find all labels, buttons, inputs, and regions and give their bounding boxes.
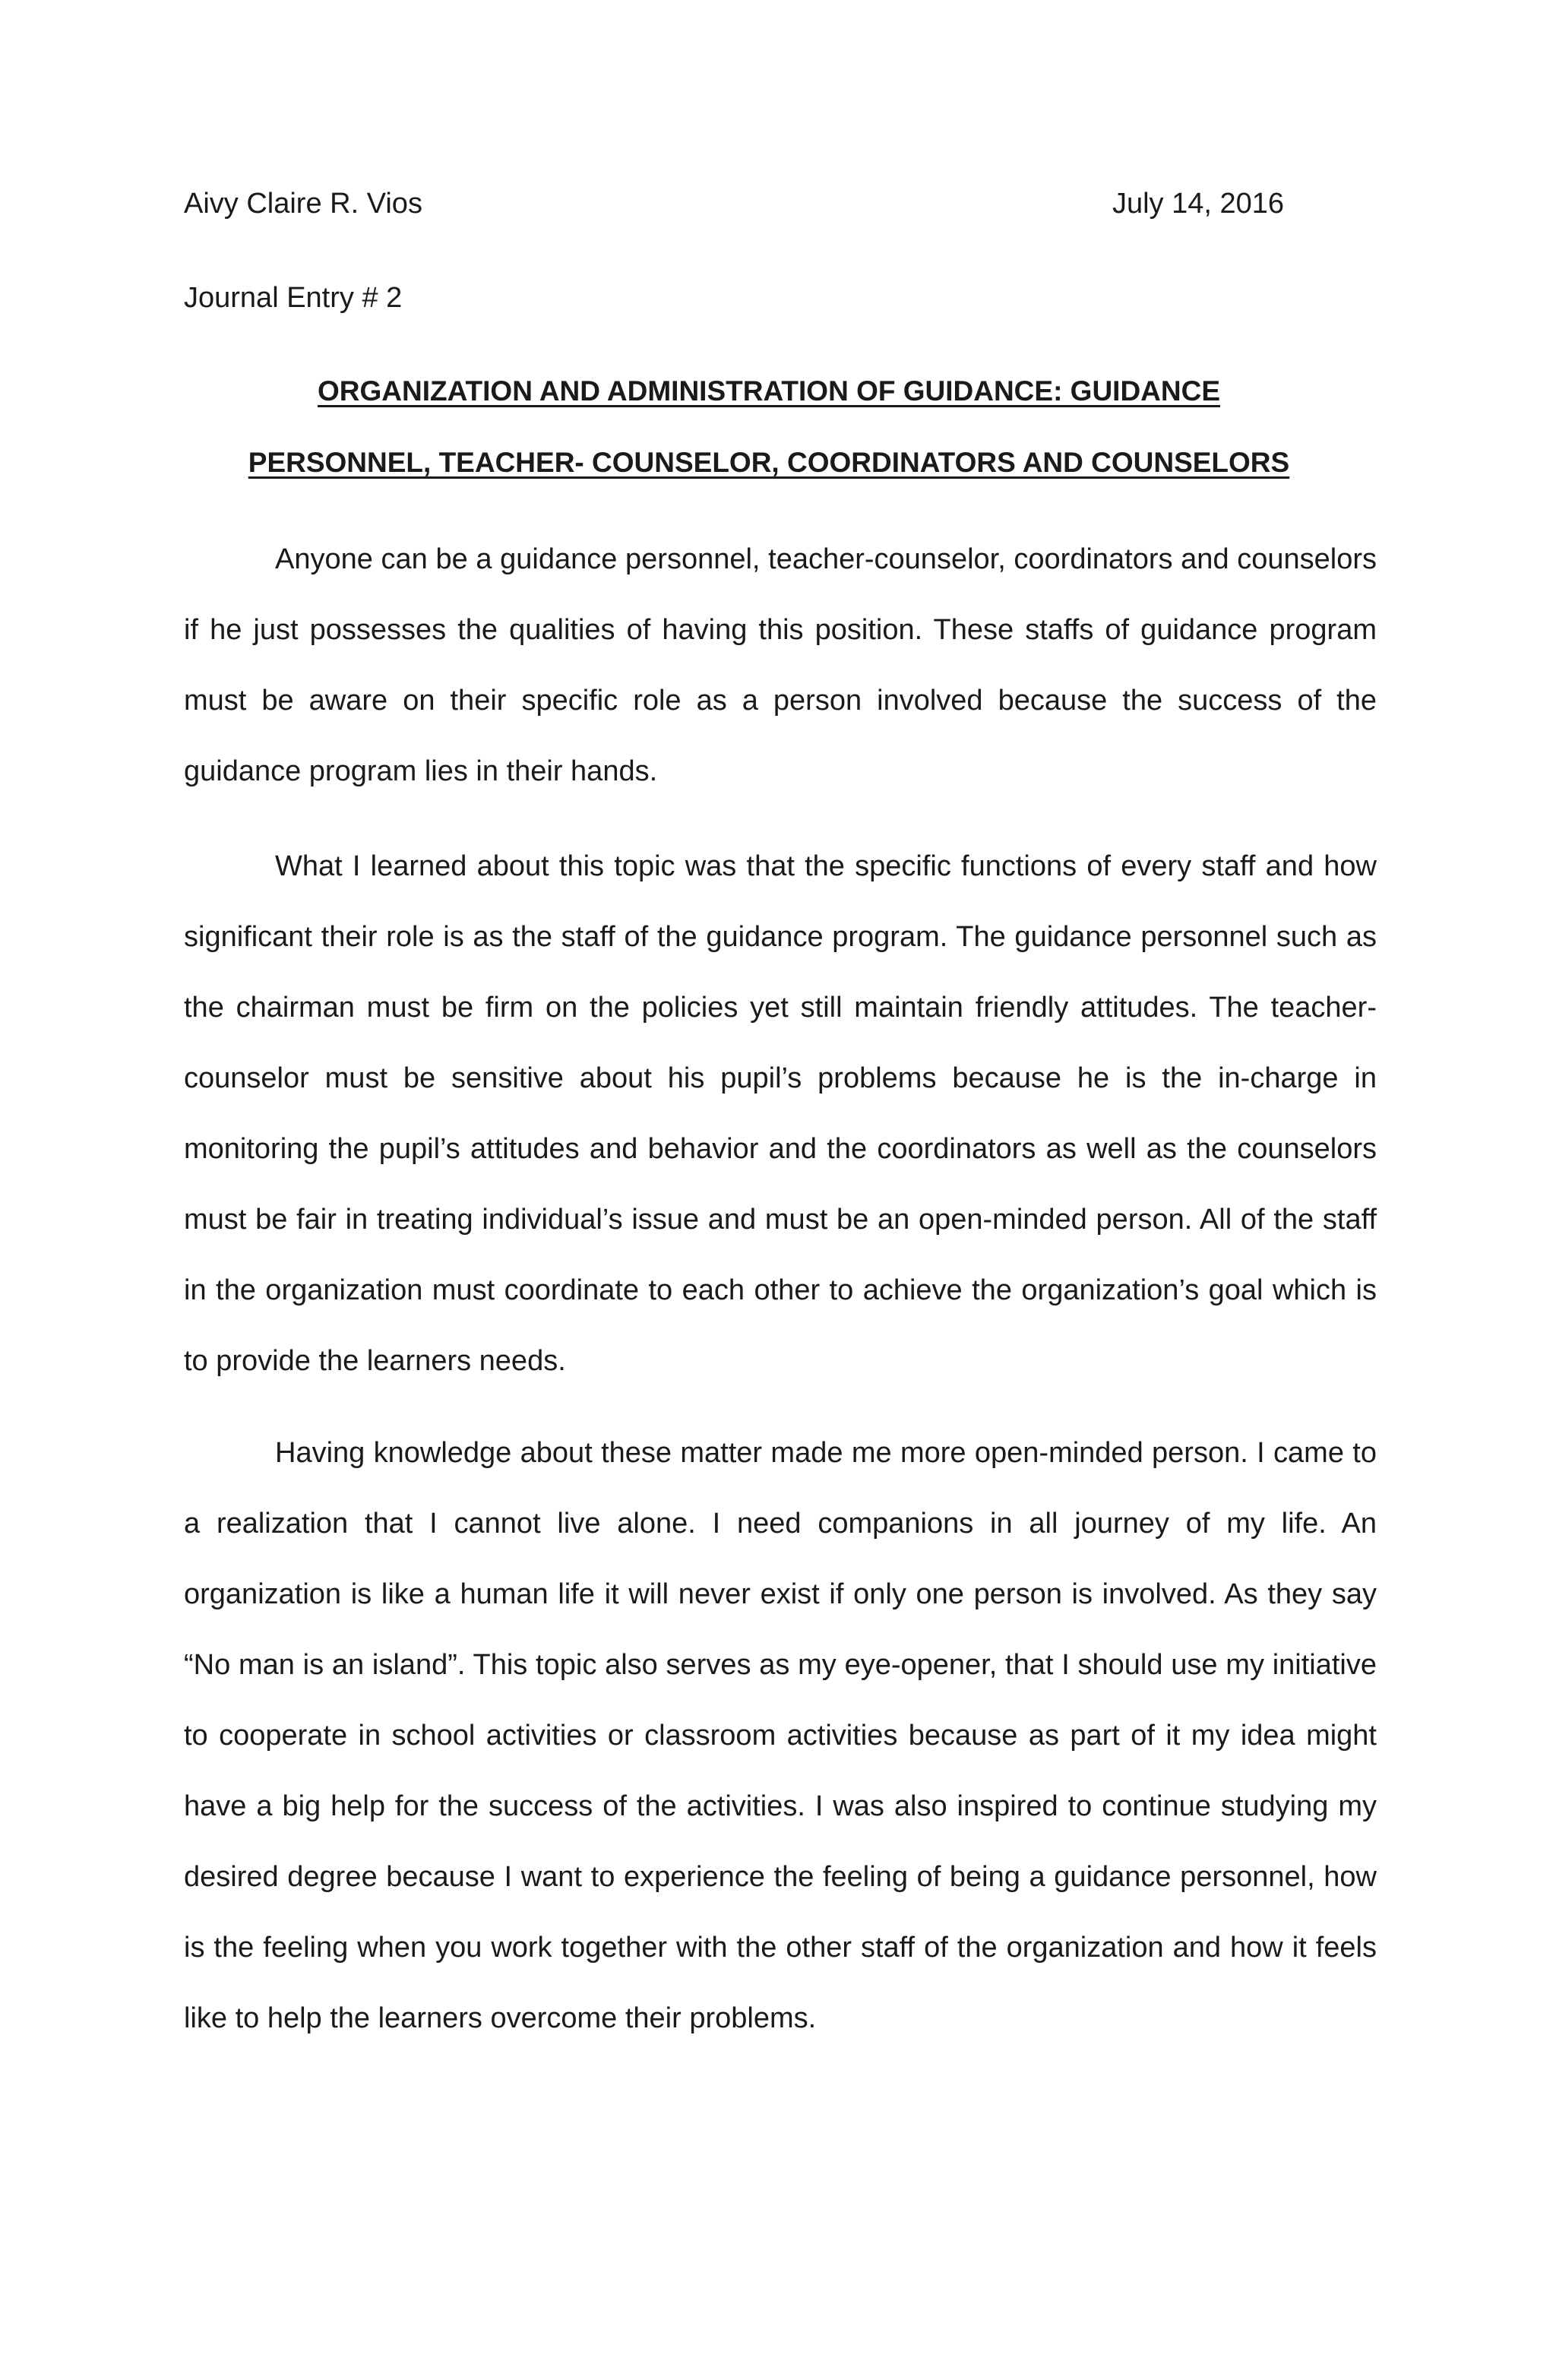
title-line-1 [184,368,1354,439]
journal-entry-label: Journal Entry # 2 [184,282,403,314]
entry-date: July 14, 2016 [1112,188,1284,220]
paragraph-3: Having knowledge about these matter made me more open-minded person. I came to a realization that I cannot live alone. I need companions in all journey of my life. An organization is like a human life it will never exist if only one person is involved. As they say “No man is an island”. This topic also serves as my eye-opener, that I should use my initiative to cooperate in school activities or classroom activities because as part of it my idea might have a big help for the success of the activities. I was also inspired to continue studying my desired degree because I want to experience the feeling of being a guidance personnel, how is the feeling when you work together with the other staff of the organization and how it feels like to help the learners overcome their problems. [184,1437,1377,2034]
header-row [184,181,1284,226]
paragraph-2: What I learned about this topic was that the specific functions of every staff and how significant their role is as the staff of the guidance program. The guidance personnel such as the chairman must be firm on the policies yet still maintain friendly attitudes. The teacher-counselor must be sensitive about his pupil’s problems because he is the in-charge in monitoring the pupil’s attitudes and behavior and the coordinators as well as the counselors must be fair in treating individual’s issue and must be an open-minded person. All of the staff in the organization must coordinate to each other to achieve the organization’s goal which is to provide the learners needs. [184,850,1377,1377]
title-line-2 [184,439,1354,511]
title-text-2: PERSONNEL, TEACHER- COUNSELOR, COORDINATORS AND COUNSELORS [248,447,1290,478]
document-title [184,368,1354,511]
author-name: Aivy Claire R. Vios [184,188,422,220]
title-text-1: ORGANIZATION AND ADMINISTRATION OF GUIDANCE: GUIDANCE [317,375,1221,407]
paragraph-1: Anyone can be a guidance personnel, teacher-counselor, coordinators and counselors if he just possesses the qualities of having this position. These staffs of guidance program must be aware on their specific role as a person involved because the success of the guidance program lies in their hands. [184,543,1377,787]
